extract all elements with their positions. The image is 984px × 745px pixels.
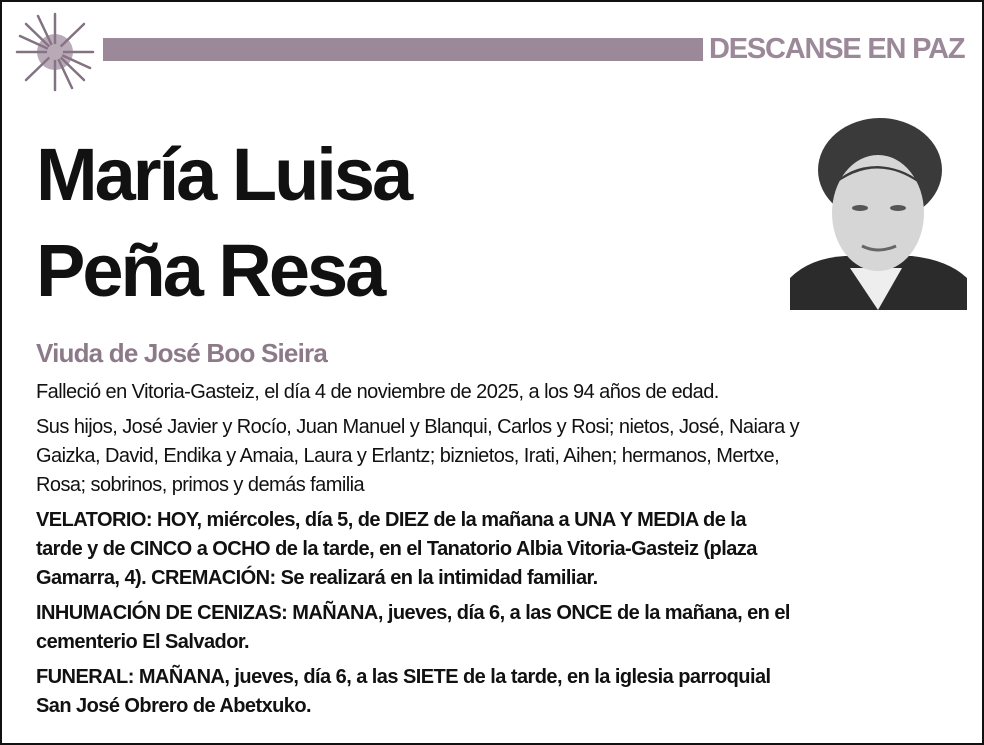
- paragraph-line: San José Obrero de Abetxuko.: [36, 695, 312, 717]
- paragraph-line: Gaizka, David, Endika y Amaia, Laura y Erlantz; biznietos, Irati, Aihen; hermanos, Mertxe,: [36, 445, 780, 467]
- paragraph: [36, 378, 966, 407]
- notice-body: [36, 378, 966, 727]
- deceased-photo: [790, 108, 967, 310]
- paragraph: [36, 506, 966, 593]
- paragraph: [36, 599, 966, 657]
- paragraph-line: tarde y de CINCO a OCHO de la tarde, en el Tanatorio Albia Vitoria-Gasteiz (plaza: [36, 538, 757, 560]
- paragraph-line: cementerio El Salvador.: [36, 631, 250, 653]
- paragraph-line: Gamarra, 4). CREMACIÓN: Se realizará en la intimidad familiar.: [36, 567, 598, 589]
- subtitle: Viuda de José Boo Sieira: [36, 338, 327, 368]
- paragraph-line: FUNERAL: MAÑANA, jueves, día 6, a las SIETE de la tarde, en la iglesia parroquial: [36, 666, 771, 688]
- header-title: DESCANSE EN PAZ: [709, 33, 965, 65]
- deceased-name-line2: Peña Resa: [36, 229, 384, 312]
- deceased-name-line1: María Luisa: [36, 133, 411, 216]
- paragraph-line: INHUMACIÓN DE CENIZAS: MAÑANA, jueves, día 6, a las ONCE de la mañana, en el: [36, 602, 790, 624]
- paragraph-line: VELATORIO: HOY, miércoles, día 5, de DIEZ de la mañana a UNA Y MEDIA de la: [36, 509, 746, 531]
- flower-icon: [14, 12, 96, 92]
- header-bar: [103, 38, 703, 61]
- paragraph-line: Sus hijos, José Javier y Rocío, Juan Manuel y Blanqui, Carlos y Rosi; nietos, José, Naiara y: [36, 416, 800, 438]
- paragraph-line: Rosa; sobrinos, primos y demás familia: [36, 474, 365, 496]
- paragraph-line: Falleció en Vitoria-Gasteiz, el día 4 de noviembre de 2025, a los 94 años de edad.: [36, 381, 719, 403]
- paragraph: [36, 413, 966, 500]
- paragraph: [36, 663, 966, 721]
